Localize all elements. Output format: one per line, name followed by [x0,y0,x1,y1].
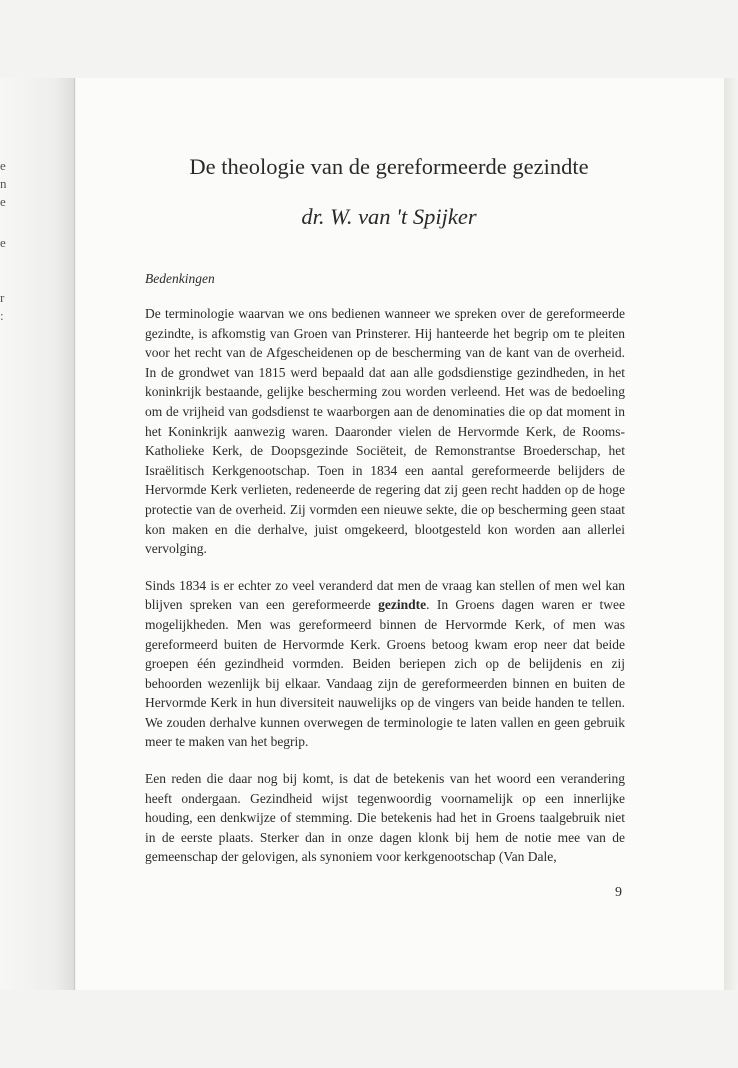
margin-fragment: n [0,176,7,191]
bold-term: gezindte [378,597,427,613]
paragraph-2-start: Sinds 1834 is er echter zo veel veranderd dat men de vraag kan stellen of men wel kan blijven spreken van een gereformeerde [145,577,625,613]
section-heading: Bedenkingen [145,271,215,286]
paragraph-1: De terminologie waarvan we ons bedienen wanneer we spreken over de gereformeerde gezindte, is afkomstig van Groen van Prinsterer. Hij hanteerde het begrip om te pleiten voor het recht van de Afgescheidenen op de bescherming van de kant van de overheid. In de grondwet van 1815 werd bepaald dat aan alle godsdienstige gezindheden, in het koninkrijk bestaande, gelijke bescherming zou worden verleend. Het was de bedoeling om de vrijheid van godsdienst te waarborgen aan de denominaties die op dat moment in het Koninkrijk aanwezig waren. Daaronder vielen de Hervormde Kerk, de Rooms-Katholieke Kerk, de Doopsgezinde Sociëteit, de Remonstrantse Broederschap, het Israëlitisch Kerkgenootschap. Toen in 1834 een aantal gereformeerde belijders de Hervormde Kerk verlieten, redeneerde de regering dat zij geen recht hadden op de hoge protectie van de overheid. Zij vormden een nieuwe sekte, die op bescherming geen staat kon maken en die derhalve, juist omgekeerd, blootgesteld kon worden aan allerlei vervolging. [145,306,625,557]
margin-fragment: e [0,194,6,209]
page-edge [722,78,738,990]
chapter-author: dr. W. van 't Spijker [301,204,477,229]
paragraph-3: Een reden die daar nog bij komt, is dat de betekenis van het woord een verandering heeft ondergaan. Gezindheid wijst tegenwoordig voornamelijk op een innerlijke houding, een denkwijze of stemming. Die betekenis had het in Groens taalgebruik niet in de eerste plaats. Sterker dan in onze dagen klonk bij hem de notie mee van de gemeenschap der gelovigen, als synoniem voor kerkgenootschap (Van Dale, [145,771,625,865]
body-text [145,304,625,884]
margin-fragment: e [0,235,6,250]
margin-fragment: : [0,308,4,323]
margin-fragment: r [0,290,5,305]
chapter-title: De theologie van de gereformeerde gezindte [189,154,589,179]
margin-fragment: e [0,158,6,173]
previous-page-strip [0,78,75,990]
book-page [76,78,724,990]
paragraph-2 [145,576,625,752]
page-number: 9 [615,885,622,900]
paragraph-2-end: . In Groens dagen waren er twee mogelijkheden. Men was gereformeerd binnen de Hervormde Kerk, of men was gereformeerd buiten de Hervormde Kerk. Groens betoog kwam erop neer dat beide groepen één gezindheid vormden. Beiden beriepen zich op de belijdenis en zij behoorden wezenlijk bij elkaar. Vandaag zijn de gereformeerden binnen en buiten de Hervormde Kerk in hun diversiteit nauwelijks op de vingers van beide handen te tellen. We zouden derhalve kunnen overwegen de terminologie te laten vallen en geen gebruik meer te maken van het begrip. [145,597,625,750]
